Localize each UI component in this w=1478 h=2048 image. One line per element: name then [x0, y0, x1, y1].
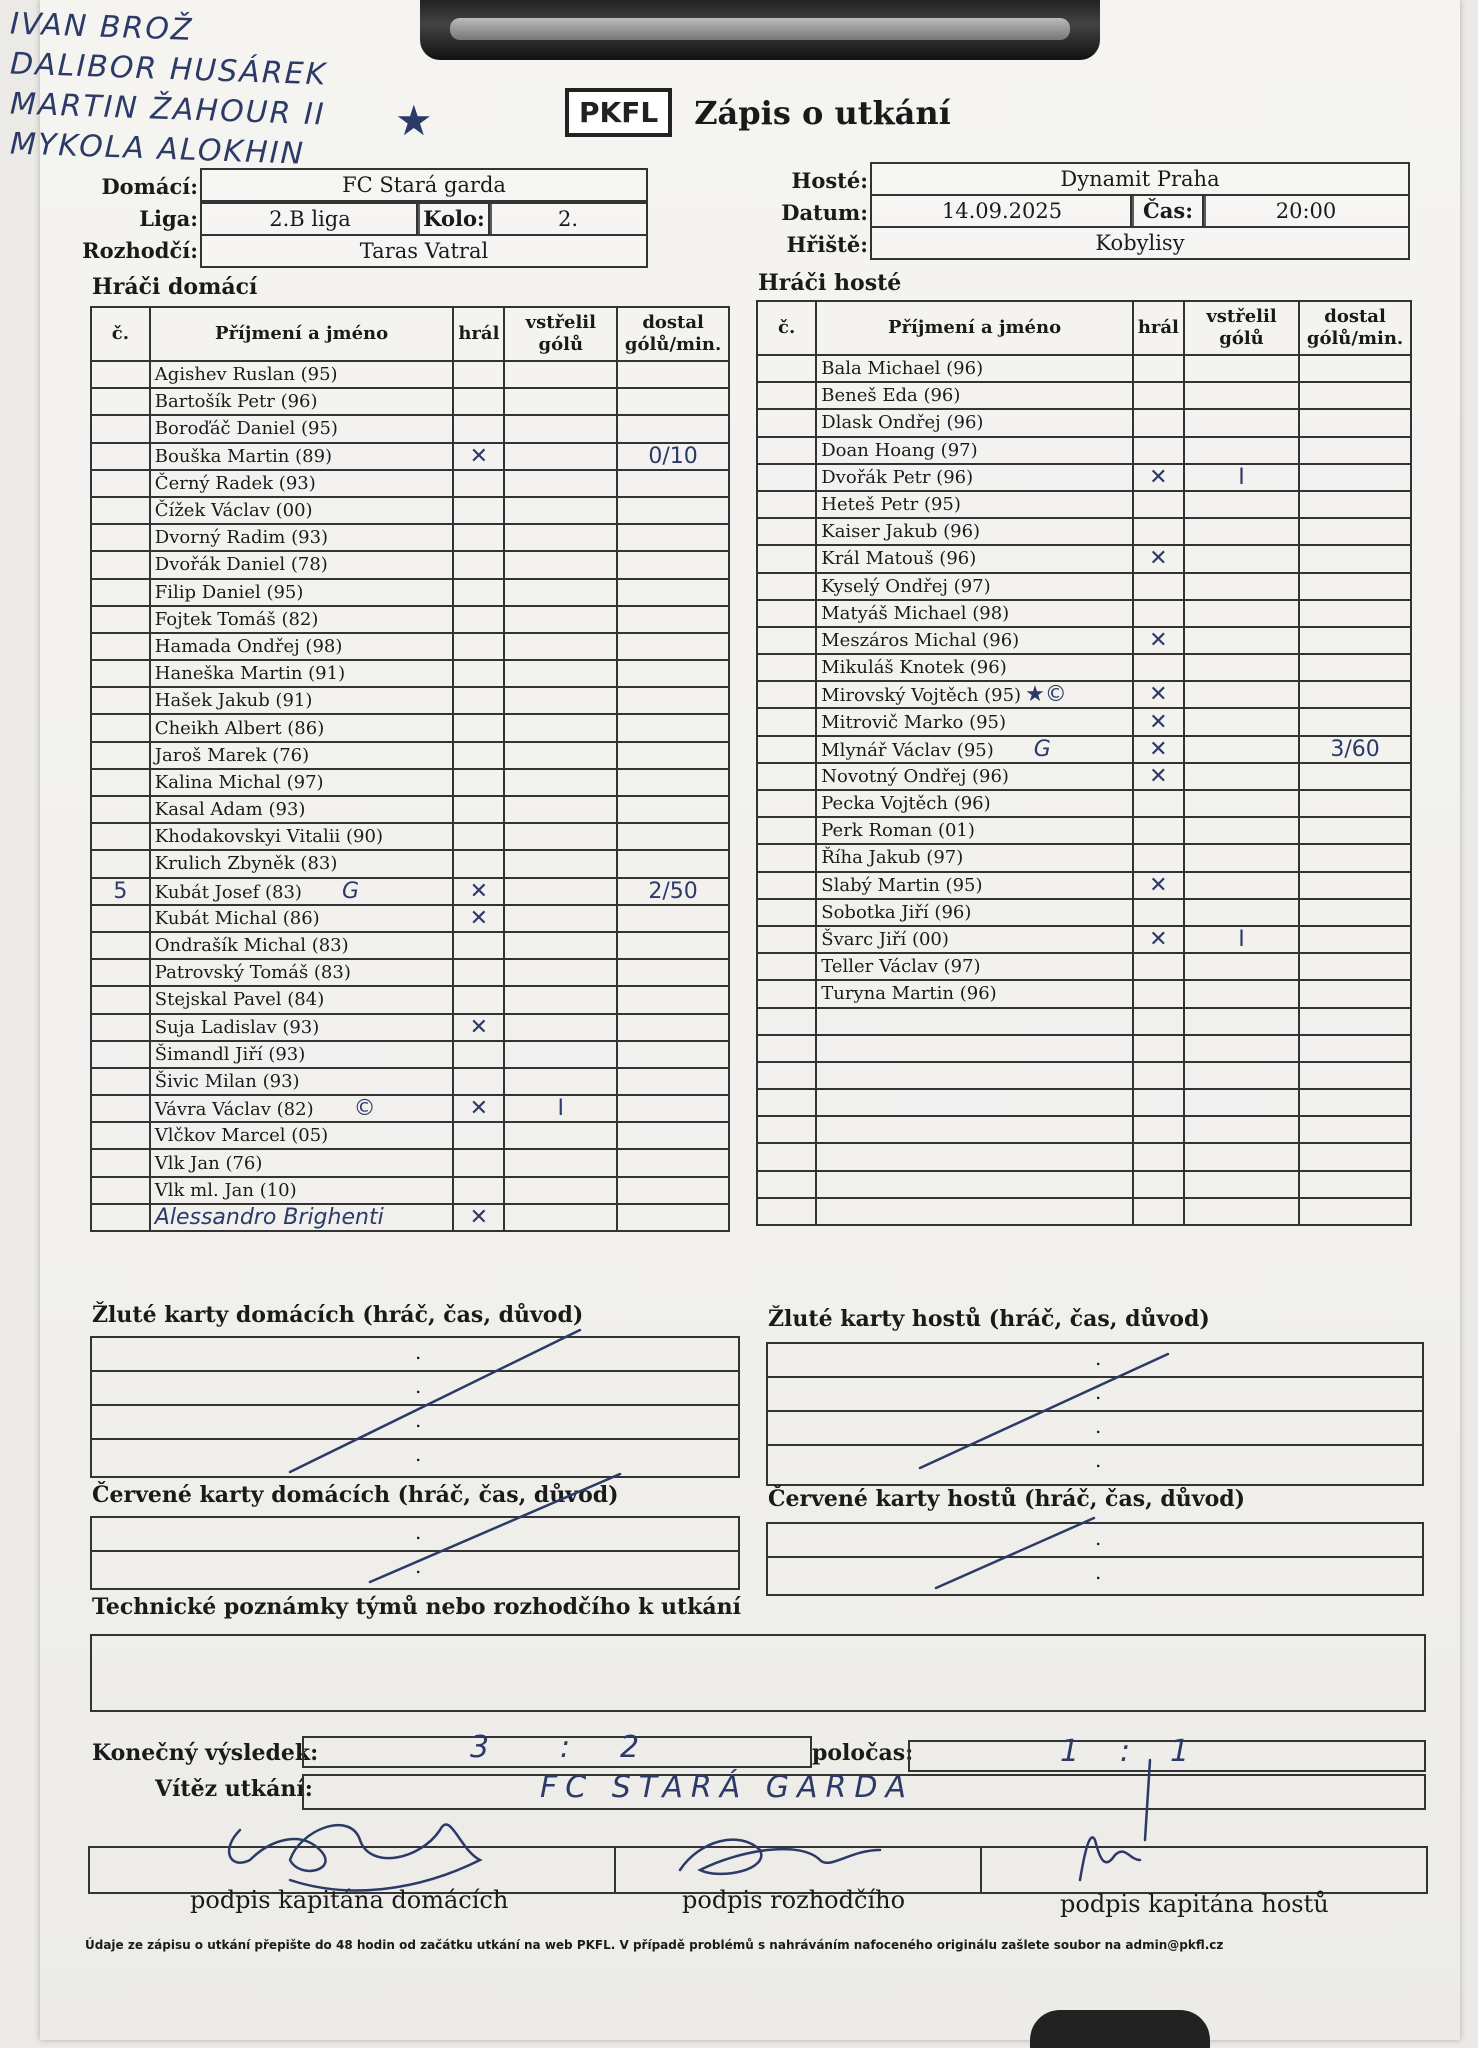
guest-team-field: Dynamit Praha: [870, 162, 1410, 196]
player-name-text: Pecka Vojtěch (96): [821, 793, 991, 815]
played-mark: ✕: [453, 1014, 504, 1041]
player-name-text: Mitrovič Marko (95): [821, 711, 1007, 733]
goalkeeper-mark: G: [341, 878, 359, 904]
played-mark: ✕: [453, 443, 504, 470]
home-players-heading: Hráči domácí: [92, 274, 258, 300]
player-name-text: Novotný Ondřej (96): [821, 765, 1009, 787]
player-name-text: Dvořák Petr (96): [821, 466, 974, 488]
red-cards-guest-heading: Červené karty hostů (hráč, čas, důvod): [768, 1486, 1246, 1512]
player-name-text: Bartošík Petr (96): [154, 391, 318, 413]
played-mark: ✕: [1133, 763, 1184, 790]
player-name-text: Mlynář Václav (95): [821, 739, 994, 761]
player-name-text: Patrovský Tomáš (83): [154, 962, 351, 984]
player-name-text: Turyna Martin (96): [821, 983, 997, 1005]
referee-field: Taras Vatral: [200, 234, 648, 268]
half-guest-score: 1: [1170, 1734, 1198, 1769]
league-field: 2.B liga: [200, 202, 420, 236]
winner-label: Vítěz utkání:: [155, 1776, 313, 1802]
player-name-text: Sobotka Jiří (96): [821, 901, 972, 923]
time-field: 20:00: [1202, 194, 1410, 228]
red-home-crossout: [370, 1474, 620, 1582]
col-conceded-line2: gólů/min.: [624, 334, 722, 355]
played-mark: ✕: [1133, 926, 1184, 953]
player-name-text: Stejskal Pavel (84): [154, 989, 325, 1011]
home-captain-signature: [229, 1824, 480, 1890]
league-label: Liga:: [139, 206, 198, 231]
col-scored-line1: vstřelil: [525, 312, 596, 333]
handwritten-name: MARTIN ŽAHOUR II: [9, 86, 327, 133]
player-name-text: Bala Michael (96): [821, 358, 984, 380]
red-cards-home-heading: Červené karty domácích (hráč, čas, důvod): [92, 1482, 619, 1508]
handwritten-name: DALIBOR HUSÁREK: [9, 46, 328, 93]
player-name-text: Mirovský Vojtěch (95): [821, 685, 1022, 707]
player-name-text: Krulich Zbyněk (83): [154, 853, 338, 875]
played-mark: ✕: [453, 905, 504, 932]
player-name-text: Kalina Michal (97): [154, 771, 324, 793]
yellow-cards-guest-heading: Žluté karty hostů (hráč, čas, důvod): [768, 1306, 1210, 1332]
played-mark: ✕: [1133, 627, 1184, 654]
goals-conceded: 2/50: [617, 878, 729, 905]
player-name-text: Hašek Jakub (91): [154, 690, 313, 712]
final-guest-score: 2: [620, 1730, 648, 1765]
player-name-text: Vlk Jan (76): [154, 1152, 263, 1174]
home-captain-signature-label: podpis kapitána domácích: [190, 1886, 509, 1914]
played-mark: ✕: [453, 1204, 504, 1231]
player-name-text: Král Matouš (96): [821, 548, 977, 570]
player-name-text: Šivic Milan (93): [154, 1070, 300, 1092]
col-scored-line2: gólů: [538, 334, 584, 355]
col-scored-line1: vstřelil: [1206, 306, 1277, 327]
half-score-separator: :: [1120, 1734, 1139, 1769]
player-name-text: Kaiser Jakub (96): [821, 521, 981, 543]
player-name-text: Vávra Václav (82): [154, 1099, 314, 1121]
col-name: Příjmení a jméno: [816, 301, 1133, 355]
played-mark: ✕: [1133, 464, 1184, 491]
player-name-text: Kubát Michal (86): [154, 907, 320, 929]
player-name-text: Beneš Eda (96): [821, 385, 961, 407]
guests-label: Hosté:: [791, 168, 868, 193]
guest-captain-signature-label: podpis kapitána hostů: [1060, 1890, 1329, 1918]
col-number: č.: [91, 307, 150, 361]
goals-scored: I: [504, 1095, 617, 1122]
goals-conceded: 3/60: [1299, 736, 1411, 763]
player-name-text: Matyáš Michael (98): [821, 602, 1010, 624]
date-label: Datum:: [781, 200, 868, 225]
player-name-text: Slabý Martin (95): [821, 874, 983, 896]
yellow-home-crossout: [290, 1330, 580, 1472]
captain-mark-icon: ©: [353, 1096, 376, 1122]
player-name-text: Haneška Martin (91): [154, 663, 346, 685]
player-name-text: Říha Jakub (97): [821, 847, 964, 869]
footer-note: Údaje ze zápisu o utkání přepište do 48 hodin od začátku utkání na web PKFL. V případě problémů s nahráváním nafoceného originálu zašlete soubor na admin@pkfl.cz: [85, 1938, 1224, 1952]
yellow-cards-home-heading: Žluté karty domácích (hráč, čas, důvod): [92, 1302, 584, 1328]
handwritten-name: IVAN BROŽ: [9, 6, 195, 48]
star-icon: ★: [395, 96, 433, 145]
captain-mark-icon: ★©: [1025, 682, 1067, 708]
pitch-field: Kobylisy: [870, 226, 1410, 260]
player-name-text: Kasal Adam (93): [154, 799, 306, 821]
player-name-text: Dlask Ondřej (96): [821, 412, 984, 434]
player-name-text: Ondrašík Michal (83): [154, 935, 349, 957]
col-played: hrál: [453, 307, 504, 361]
player-name-text: Vlčkov Marcel (05): [154, 1125, 329, 1147]
referee-signature-label: podpis rozhodčího: [682, 1886, 906, 1914]
player-name-text: Alessandro Brighenti: [154, 1204, 384, 1230]
page-title: Zápis o utkání: [694, 93, 951, 132]
goals-scored: I: [1184, 464, 1299, 491]
pitch-label: Hřiště:: [786, 232, 868, 257]
col-conceded-line1: dostal: [642, 312, 704, 333]
final-score-separator: :: [560, 1730, 579, 1765]
player-name-text: Suja Ladislav (93): [154, 1016, 320, 1038]
player-name-text: Heteš Petr (95): [821, 494, 961, 516]
halftime-label: poločas:: [812, 1740, 914, 1766]
half-home-score: 1: [1060, 1734, 1088, 1769]
player-name-text: Teller Václav (97): [821, 956, 981, 978]
player-name-text: Doan Hoang (97): [821, 439, 978, 461]
player-name-text: Mikuláš Knotek (96): [821, 657, 1007, 679]
played-mark: ✕: [1133, 708, 1184, 735]
date-field: 14.09.2025: [870, 194, 1134, 228]
referee-label: Rozhodčí:: [82, 238, 198, 263]
round-label: Kolo:: [416, 202, 492, 236]
player-name-text: Khodakovskyi Vitalii (90): [154, 826, 383, 848]
col-played: hrál: [1133, 301, 1184, 355]
player-name-text: Šimandl Jiří (93): [154, 1043, 306, 1065]
player-name-text: Hamada Ondřej (98): [154, 635, 343, 657]
player-name-text: Dvorný Radim (93): [154, 527, 329, 549]
player-name-text: Kubát Josef (83): [154, 881, 302, 903]
guest-captain-signature: [1080, 1760, 1150, 1880]
player-name-text: Boroďáč Daniel (95): [154, 418, 338, 440]
home-team-field: FC Stará garda: [200, 168, 648, 202]
player-name-text: Švarc Jiří (00): [821, 929, 949, 951]
played-mark: ✕: [1133, 736, 1184, 763]
player-number: 5: [91, 878, 150, 905]
col-conceded-line2: gólů/min.: [1306, 328, 1404, 349]
goals-conceded: 0/10: [617, 443, 729, 470]
player-name-text: Kyselý Ondřej (97): [821, 575, 991, 597]
goals-scored: I: [1184, 926, 1299, 953]
player-name-text: Bouška Martin (89): [154, 445, 333, 467]
player-name-text: Fojtek Tomáš (82): [154, 608, 319, 630]
player-name-text: Dvořák Daniel (78): [154, 554, 328, 576]
col-scored-line2: gólů: [1219, 328, 1264, 349]
winner-value: FC STARÁ GARDA: [540, 1770, 915, 1805]
home-label: Domácí:: [101, 174, 198, 199]
played-mark: ✕: [1133, 872, 1184, 899]
yellow-guest-crossout: [920, 1354, 1168, 1468]
goalkeeper-mark: G: [1033, 736, 1051, 762]
player-name-text: Cheikh Albert (86): [154, 717, 325, 739]
played-mark: ✕: [453, 878, 504, 905]
pkfl-logo: PKFL: [565, 88, 672, 137]
played-mark: ✕: [1133, 681, 1184, 708]
player-name-text: Černý Radek (93): [154, 472, 316, 494]
played-mark: ✕: [453, 1095, 504, 1122]
player-name-text: Jaroš Marek (76): [154, 744, 310, 766]
played-mark: ✕: [1133, 545, 1184, 572]
col-conceded-line1: dostal: [1324, 306, 1386, 327]
player-name-text: Vlk ml. Jan (10): [154, 1179, 297, 1201]
guest-players-heading: Hráči hosté: [758, 270, 902, 296]
player-name-text: Agishev Ruslan (95): [154, 364, 338, 386]
referee-signature: [680, 1840, 880, 1874]
player-name-text: Perk Roman (01): [821, 820, 975, 842]
player-name-text: Filip Daniel (95): [154, 581, 304, 603]
time-label: Čas:: [1130, 194, 1206, 228]
red-guest-crossout: [936, 1518, 1094, 1588]
final-home-score: 3: [470, 1730, 498, 1765]
player-name-text: Meszáros Michal (96): [821, 629, 1020, 651]
round-field: 2.: [488, 202, 648, 236]
col-number: č.: [757, 301, 816, 355]
col-name: Příjmení a jméno: [150, 307, 454, 361]
notes-heading: Technické poznámky týmů nebo rozhodčího k utkání: [92, 1594, 742, 1620]
final-result-label: Konečný výsledek:: [92, 1740, 319, 1766]
handwritten-name: MYKOLA ALOKHIN: [9, 126, 306, 172]
player-name-text: Čížek Václav (00): [154, 500, 313, 522]
